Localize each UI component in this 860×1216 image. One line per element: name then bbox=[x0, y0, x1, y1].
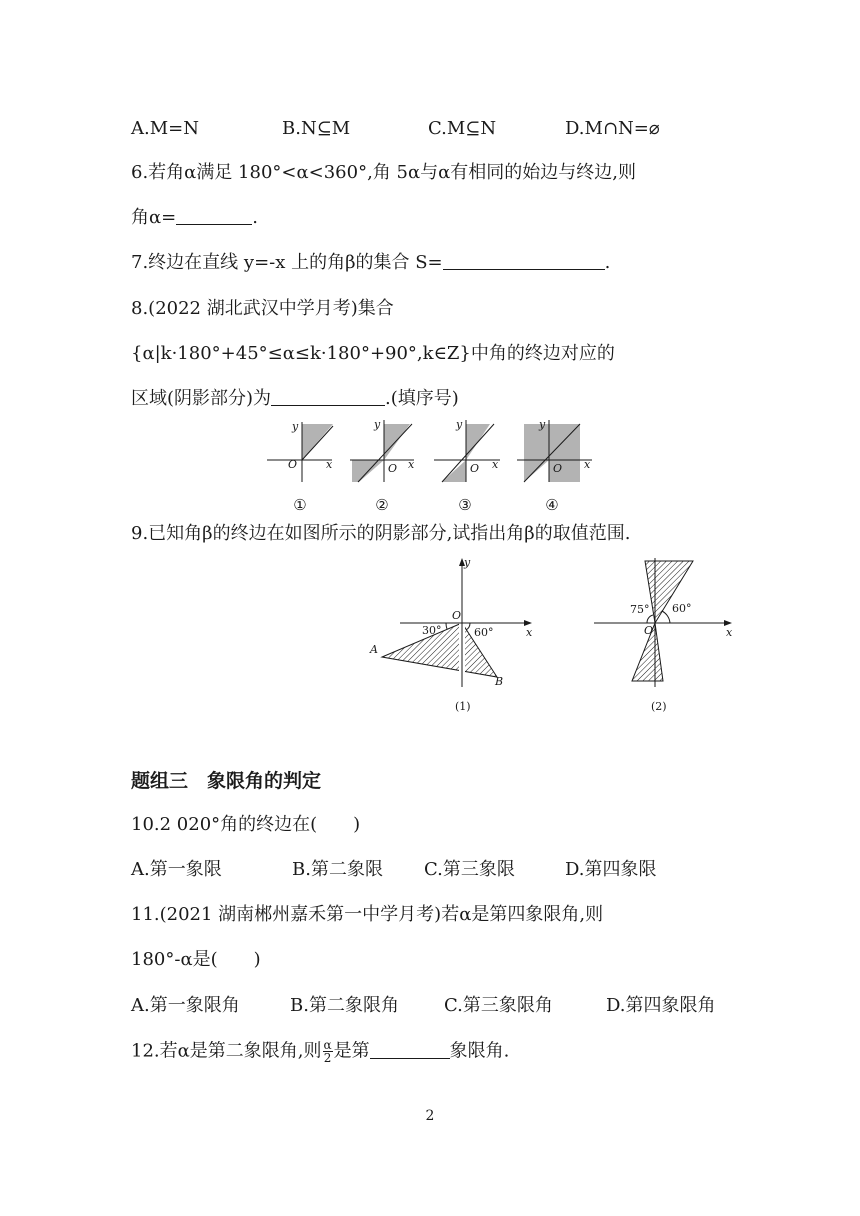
q9-fig1-origin: O bbox=[452, 609, 462, 622]
q9-fig1-point-a: A bbox=[370, 643, 378, 656]
q8-fig3-x-label: x bbox=[492, 458, 499, 471]
q9-fig2-caption: (2) bbox=[651, 700, 667, 713]
q8-fig3-y-label: y bbox=[456, 418, 463, 431]
q8-fig1-origin: O bbox=[288, 458, 298, 471]
q11-line1: 11.(2021 湖南郴州嘉禾第一中学月考)若α是第四象限角,则 bbox=[131, 904, 604, 925]
q8-line2: {α|k·180°+45°≤α≤k·180°+90°,k∈Z}中角的终边对应的 bbox=[131, 343, 615, 364]
q5-option-d: D.M∩N=⌀ bbox=[565, 118, 660, 139]
q7-pre: 7.终边在直线 y=-x 上的角β的集合 S= bbox=[131, 252, 443, 273]
q9-fig2-origin: O bbox=[644, 624, 654, 637]
q9-fig1-caption: (1) bbox=[455, 700, 471, 713]
q10-option-c: C.第三象限 bbox=[424, 859, 515, 880]
q8-answer-blank[interactable] bbox=[271, 387, 385, 406]
q10-text: 10.2 020°角的终边在( ) bbox=[131, 814, 361, 835]
q8-line1: 8.(2022 湖北武汉中学月考)集合 bbox=[131, 298, 394, 319]
q8-fig1-x-label: x bbox=[326, 458, 333, 471]
q8-fig4-caption: ④ bbox=[545, 496, 559, 514]
q8-fig1-caption: ① bbox=[293, 496, 307, 514]
q6-line1: 6.若角α满足 180°<α<360°,角 5α与α有相同的始边与终边,则 bbox=[131, 162, 637, 183]
q11-option-b: B.第二象限角 bbox=[290, 995, 399, 1016]
q6-line2-post: . bbox=[252, 207, 258, 228]
page-number: 2 bbox=[425, 1108, 435, 1124]
q5-option-a: A.M=N bbox=[131, 118, 199, 139]
q8-fig2-y-label: y bbox=[374, 418, 381, 431]
q10-option-a: A.第一象限 bbox=[131, 859, 222, 880]
group3-title: 题组三 象限角的判定 bbox=[131, 770, 322, 792]
q8-fig2-shade-upper bbox=[384, 424, 410, 460]
q8-fig4-origin: O bbox=[553, 462, 563, 475]
q11-option-c: C.第三象限角 bbox=[444, 995, 553, 1016]
q9-fig1-angle-left: 30° bbox=[422, 624, 442, 637]
q8-line3 bbox=[131, 387, 459, 411]
q5-option-b: B.N⊆M bbox=[282, 118, 351, 139]
q6-answer-blank[interactable] bbox=[176, 206, 252, 225]
q9-fig1-angle-right: 60° bbox=[474, 626, 494, 639]
q12-line bbox=[131, 1039, 509, 1064]
q9-fig1-y-label: y bbox=[464, 556, 471, 569]
q10-option-d: D.第四象限 bbox=[565, 859, 657, 880]
q12-frac-num: α bbox=[323, 1038, 332, 1052]
q6-line2-pre: 角α= bbox=[131, 207, 177, 228]
q11-option-a: A.第一象限角 bbox=[131, 995, 240, 1016]
q12-fraction bbox=[323, 1039, 333, 1064]
q9-text: 9.已知角β的终边在如图所示的阴影部分,试指出角β的取值范围. bbox=[131, 523, 631, 544]
q12-answer-blank[interactable] bbox=[370, 1040, 450, 1059]
q9-fig2-x-label: x bbox=[726, 626, 733, 639]
q7-answer-blank[interactable] bbox=[443, 251, 605, 270]
q12-pre: 12.若α是第二象限角,则 bbox=[131, 1040, 322, 1062]
q8-fig2-x-label: x bbox=[408, 458, 415, 471]
q8-fig3-caption: ③ bbox=[458, 496, 472, 514]
q8-fig4-x-label: x bbox=[584, 458, 591, 471]
q8-fig2-caption: ② bbox=[375, 496, 389, 514]
q8-line3-pre: 区域(阴影部分)为 bbox=[131, 388, 272, 409]
q9-fig1-point-b: B bbox=[495, 675, 504, 688]
q5-option-c: C.M⊆N bbox=[428, 118, 497, 139]
q11-line2: 180°-α是( ) bbox=[131, 949, 261, 970]
q9-fig2-angle-right: 60° bbox=[672, 602, 692, 615]
q6-line2 bbox=[131, 206, 258, 230]
q9-fig2-angle-left: 75° bbox=[630, 603, 650, 616]
q10-option-b: B.第二象限 bbox=[292, 859, 383, 880]
q7-post: . bbox=[604, 252, 611, 273]
q8-figures bbox=[262, 416, 602, 516]
q8-fig4-y-label: y bbox=[539, 418, 546, 431]
q8-fig3-origin: O bbox=[470, 462, 480, 475]
q12-post: 象限角. bbox=[449, 1040, 510, 1062]
q12-frac-den: 2 bbox=[323, 1051, 332, 1065]
q8-fig1-y-label: y bbox=[292, 420, 299, 433]
q8-fig2-origin: O bbox=[388, 462, 398, 475]
q12-mid: 是第 bbox=[333, 1040, 370, 1062]
q9-figures bbox=[360, 556, 750, 716]
q11-option-d: D.第四象限角 bbox=[606, 995, 716, 1016]
q8-line3-post: .(填序号) bbox=[385, 388, 459, 409]
q9-fig1-x-label: x bbox=[526, 626, 533, 639]
q7-line bbox=[131, 251, 610, 275]
